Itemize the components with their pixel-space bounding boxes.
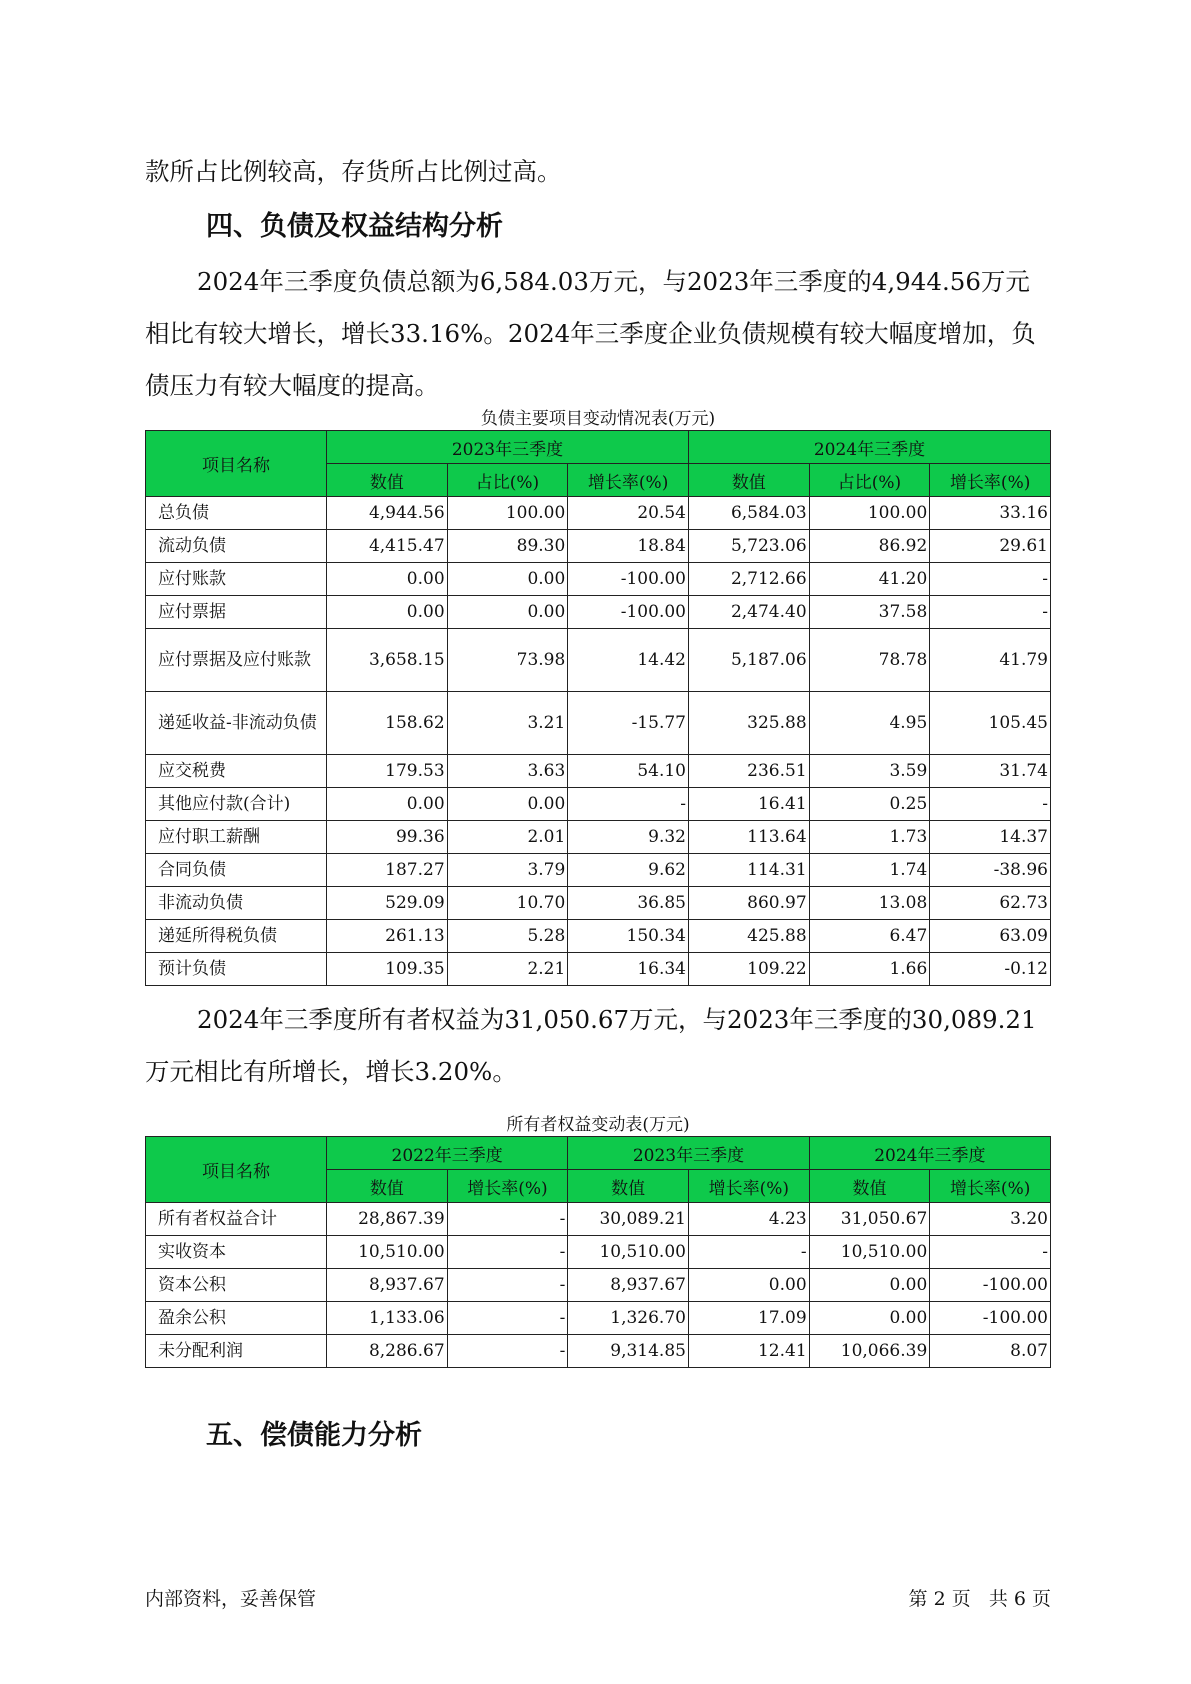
row-label: 其他应付款(合计) xyxy=(146,788,327,821)
table-row xyxy=(146,1302,1051,1335)
table-cell: 99.36 xyxy=(326,821,447,854)
table1-subheader: 数值 xyxy=(326,464,447,497)
table-cell: 89.30 xyxy=(447,530,568,563)
table-cell: -100.00 xyxy=(930,1302,1051,1335)
table-cell: 41.20 xyxy=(809,563,930,596)
table-cell: 9.32 xyxy=(568,821,689,854)
table-cell: 3.79 xyxy=(447,854,568,887)
table1-subheader: 增长率(%) xyxy=(930,464,1051,497)
table-cell: 5.28 xyxy=(447,920,568,953)
table-cell: 17.09 xyxy=(688,1302,809,1335)
table-cell: 14.37 xyxy=(930,821,1051,854)
row-label: 预计负债 xyxy=(146,953,327,986)
row-label: 应付票据及应付账款 xyxy=(146,629,327,692)
table-cell: 236.51 xyxy=(688,755,809,788)
table-cell: 36.85 xyxy=(568,887,689,920)
table-cell: 73.98 xyxy=(447,629,568,692)
table-cell: -100.00 xyxy=(930,1269,1051,1302)
table-cell: 5,187.06 xyxy=(688,629,809,692)
table-cell: 0.00 xyxy=(447,596,568,629)
table-row xyxy=(146,887,1051,920)
row-label: 非流动负债 xyxy=(146,887,327,920)
table-cell: -100.00 xyxy=(568,563,689,596)
table-cell: 3.21 xyxy=(447,692,568,755)
table-cell: 0.25 xyxy=(809,788,930,821)
table-cell: - xyxy=(930,563,1051,596)
table-cell: 2.21 xyxy=(447,953,568,986)
table-cell: 1.66 xyxy=(809,953,930,986)
row-label: 合同负债 xyxy=(146,854,327,887)
row-label: 应付职工薪酬 xyxy=(146,821,327,854)
table-cell: 0.00 xyxy=(447,563,568,596)
table-cell: - xyxy=(447,1203,568,1236)
table-cell: 261.13 xyxy=(326,920,447,953)
table-cell: - xyxy=(930,596,1051,629)
table-cell: 29.61 xyxy=(930,530,1051,563)
table-cell: 0.00 xyxy=(809,1269,930,1302)
table-cell: 5,723.06 xyxy=(688,530,809,563)
table-cell: 0.00 xyxy=(326,788,447,821)
table-cell: - xyxy=(930,1236,1051,1269)
row-label: 递延收益-非流动负债 xyxy=(146,692,327,755)
section-heading-4: 四、负债及权益结构分析 xyxy=(206,211,503,242)
table-cell: 0.00 xyxy=(326,563,447,596)
table-row xyxy=(146,1236,1051,1269)
row-label: 应交税费 xyxy=(146,755,327,788)
table-cell: 6,584.03 xyxy=(688,497,809,530)
table-cell: 4,415.47 xyxy=(326,530,447,563)
row-label: 流动负债 xyxy=(146,530,327,563)
table-cell: 2,712.66 xyxy=(688,563,809,596)
table-cell: 150.34 xyxy=(568,920,689,953)
table-cell: 1.74 xyxy=(809,854,930,887)
table-cell: 54.10 xyxy=(568,755,689,788)
table-cell: -38.96 xyxy=(930,854,1051,887)
table-cell: 3,658.15 xyxy=(326,629,447,692)
table-cell: 31.74 xyxy=(930,755,1051,788)
table-cell: 37.58 xyxy=(809,596,930,629)
table2-subheader: 数值 xyxy=(809,1170,930,1203)
table1-item-header: 项目名称 xyxy=(146,431,327,497)
table-row xyxy=(146,1203,1051,1236)
footer-confidential-note: 内部资料，妥善保管 xyxy=(145,1588,317,1610)
table-cell: 2.01 xyxy=(447,821,568,854)
liability-table xyxy=(145,430,1051,986)
table-cell: 4.23 xyxy=(688,1203,809,1236)
table-cell: 6.47 xyxy=(809,920,930,953)
table-cell: 41.79 xyxy=(930,629,1051,692)
table2-caption: 所有者权益变动表(万元) xyxy=(506,1115,690,1135)
row-label: 盈余公积 xyxy=(146,1302,327,1335)
table-cell: 63.09 xyxy=(930,920,1051,953)
table-row xyxy=(146,821,1051,854)
table-cell: 10,066.39 xyxy=(809,1335,930,1368)
paragraph-equity-summary: 2024年三季度所有者权益为31,050.67万元，与2023年三季度的30,089.21万元相比有所增长，增长3.20%。 xyxy=(145,1005,1037,1086)
row-label: 应付账款 xyxy=(146,563,327,596)
table-cell: 8,937.67 xyxy=(568,1269,689,1302)
table-cell: 9,314.85 xyxy=(568,1335,689,1368)
table-row xyxy=(146,497,1051,530)
equity-table xyxy=(145,1136,1051,1368)
table2-subheader: 增长率(%) xyxy=(447,1170,568,1203)
table-cell: 0.00 xyxy=(326,596,447,629)
table-cell: 325.88 xyxy=(688,692,809,755)
table-cell: 62.73 xyxy=(930,887,1051,920)
table-cell: - xyxy=(447,1302,568,1335)
table2-period-header: 2023年三季度 xyxy=(568,1137,809,1170)
table-cell: 31,050.67 xyxy=(809,1203,930,1236)
table-cell: 1.73 xyxy=(809,821,930,854)
table2-subheader: 数值 xyxy=(326,1170,447,1203)
table-cell: 3.20 xyxy=(930,1203,1051,1236)
table1-subheader: 占比(%) xyxy=(447,464,568,497)
table-row xyxy=(146,596,1051,629)
section-heading-5: 五、偿债能力分析 xyxy=(206,1420,422,1451)
row-label: 未分配利润 xyxy=(146,1335,327,1368)
table-row xyxy=(146,788,1051,821)
table-cell: 109.22 xyxy=(688,953,809,986)
table1-caption: 负债主要项目变动情况表(万元) xyxy=(480,409,716,429)
table-cell: 18.84 xyxy=(568,530,689,563)
table-cell: 1,326.70 xyxy=(568,1302,689,1335)
table-row xyxy=(146,1269,1051,1302)
table-cell: 16.41 xyxy=(688,788,809,821)
table-cell: - xyxy=(447,1269,568,1302)
table-cell: 4,944.56 xyxy=(326,497,447,530)
table1-subheader: 增长率(%) xyxy=(568,464,689,497)
table-cell: 1,133.06 xyxy=(326,1302,447,1335)
table-cell: 158.62 xyxy=(326,692,447,755)
table-cell: 3.63 xyxy=(447,755,568,788)
table-row xyxy=(146,530,1051,563)
table-cell: 0.00 xyxy=(809,1302,930,1335)
table-cell: -100.00 xyxy=(568,596,689,629)
row-label: 递延所得税负债 xyxy=(146,920,327,953)
table2-period-header: 2022年三季度 xyxy=(326,1137,567,1170)
table-cell: 3.59 xyxy=(809,755,930,788)
table-cell: 113.64 xyxy=(688,821,809,854)
table-row xyxy=(146,953,1051,986)
table-cell: 105.45 xyxy=(930,692,1051,755)
row-label: 所有者权益合计 xyxy=(146,1203,327,1236)
table-cell: 10,510.00 xyxy=(809,1236,930,1269)
table-cell: 8.07 xyxy=(930,1335,1051,1368)
table-cell: 109.35 xyxy=(326,953,447,986)
table-cell: 78.78 xyxy=(809,629,930,692)
table-cell: 8,937.67 xyxy=(326,1269,447,1302)
table-cell: 100.00 xyxy=(809,497,930,530)
table-cell: 20.54 xyxy=(568,497,689,530)
table-cell: 860.97 xyxy=(688,887,809,920)
table1-period-header: 2023年三季度 xyxy=(326,431,688,464)
table-row xyxy=(146,755,1051,788)
table-cell: 28,867.39 xyxy=(326,1203,447,1236)
table-cell: - xyxy=(568,788,689,821)
table-cell: 187.27 xyxy=(326,854,447,887)
table-cell: 8,286.67 xyxy=(326,1335,447,1368)
table-cell: 10.70 xyxy=(447,887,568,920)
table-cell: 529.09 xyxy=(326,887,447,920)
table-cell: 2,474.40 xyxy=(688,596,809,629)
table-row xyxy=(146,1335,1051,1368)
paragraph-liability-summary: 2024年三季度负债总额为6,584.03万元，与2023年三季度的4,944.56万元相比有较大增长，增长33.16%。2024年三季度企业负债规模有较大幅度增加，负债压力有较大幅度的提高。 xyxy=(145,267,1036,400)
table-cell: 114.31 xyxy=(688,854,809,887)
table-cell: 13.08 xyxy=(809,887,930,920)
table-cell: 14.42 xyxy=(568,629,689,692)
table-cell: - xyxy=(688,1236,809,1269)
table-row xyxy=(146,692,1051,755)
footer-page-number: 第 2 页 共 6 页 xyxy=(908,1588,1051,1610)
table-cell: 100.00 xyxy=(447,497,568,530)
table-cell: 425.88 xyxy=(688,920,809,953)
table-cell: -15.77 xyxy=(568,692,689,755)
table-row xyxy=(146,629,1051,692)
table-cell: 33.16 xyxy=(930,497,1051,530)
table-cell: - xyxy=(447,1335,568,1368)
table-cell: 30,089.21 xyxy=(568,1203,689,1236)
table-row xyxy=(146,563,1051,596)
table-cell: -0.12 xyxy=(930,953,1051,986)
table-cell: 86.92 xyxy=(809,530,930,563)
table2-subheader: 增长率(%) xyxy=(930,1170,1051,1203)
table-cell: 10,510.00 xyxy=(326,1236,447,1269)
row-label: 实收资本 xyxy=(146,1236,327,1269)
table-cell: 4.95 xyxy=(809,692,930,755)
row-label: 应付票据 xyxy=(146,596,327,629)
table-cell: 12.41 xyxy=(688,1335,809,1368)
table-cell: - xyxy=(930,788,1051,821)
table-cell: 179.53 xyxy=(326,755,447,788)
table2-item-header: 项目名称 xyxy=(146,1137,327,1203)
table-cell: - xyxy=(447,1236,568,1269)
table-row xyxy=(146,854,1051,887)
table-cell: 9.62 xyxy=(568,854,689,887)
table-cell: 0.00 xyxy=(688,1269,809,1302)
table-cell: 0.00 xyxy=(447,788,568,821)
table1-subheader: 数值 xyxy=(688,464,809,497)
table2-subheader: 数值 xyxy=(568,1170,689,1203)
table2-subheader: 增长率(%) xyxy=(688,1170,809,1203)
row-label: 资本公积 xyxy=(146,1269,327,1302)
table1-subheader: 占比(%) xyxy=(809,464,930,497)
paragraph-continued: 款所占比例较高，存货所占比例过高。 xyxy=(145,157,562,186)
row-label: 总负债 xyxy=(146,497,327,530)
table-cell: 16.34 xyxy=(568,953,689,986)
table2-period-header: 2024年三季度 xyxy=(809,1137,1050,1170)
table1-period-header: 2024年三季度 xyxy=(688,431,1050,464)
table-cell: 10,510.00 xyxy=(568,1236,689,1269)
table-row xyxy=(146,920,1051,953)
